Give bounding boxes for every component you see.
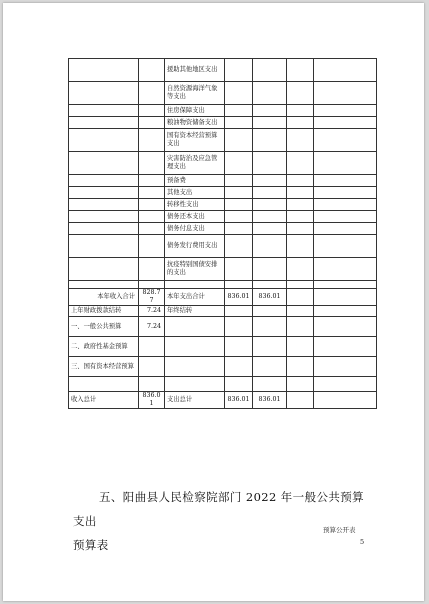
table-row — [69, 337, 377, 357]
table-row — [69, 59, 377, 82]
expense-grand-total-label: 支出总计 — [165, 392, 225, 409]
table-row — [69, 281, 377, 289]
table-row — [69, 117, 377, 129]
table-row — [69, 357, 377, 377]
prior-year-carryover-value: 7.24 — [139, 306, 165, 317]
table-row — [69, 187, 377, 199]
table-row — [69, 258, 377, 281]
table-row — [69, 175, 377, 187]
government-fund-budget-label: 二、政府性基金预算 — [69, 337, 139, 357]
section-heading-line-1: 五、阳曲县人民检察院部门 2022 年一般公共预算支出 — [73, 490, 365, 528]
table-row — [69, 289, 377, 306]
expense-grand-total-value: 836.01 — [225, 392, 253, 409]
current-expense-total-label: 本年支出合计 — [165, 289, 225, 306]
general-public-budget-value: 7.24 — [139, 317, 165, 337]
expense-rows — [69, 59, 377, 281]
table-row — [69, 223, 377, 235]
table-row — [69, 377, 377, 392]
expense-item-label: 国有资本经营预算支出 — [165, 129, 225, 152]
table-row — [69, 105, 377, 117]
general-public-budget-label: 一、一般公共预算 — [69, 317, 139, 337]
document-page — [3, 3, 424, 601]
expense-item-label: 转移性支出 — [165, 199, 225, 211]
section-heading — [73, 485, 373, 557]
table-row — [69, 235, 377, 258]
expense-item-label: 灾害防治及应急管理支出 — [165, 152, 225, 175]
expense-item-label: 援助其他地区支出 — [165, 59, 225, 82]
expense-item-label: 住房保障支出 — [165, 105, 225, 117]
table-row — [69, 306, 377, 317]
current-expense-total-value: 836.01 — [225, 289, 253, 306]
state-capital-budget-label: 三、国有资本经营预算 — [69, 357, 139, 377]
expense-grand-total-value-2: 836.01 — [253, 392, 287, 409]
current-expense-total-value-2: 836.01 — [253, 289, 287, 306]
expense-item-label: 自然资源海洋气象等支出 — [165, 82, 225, 105]
table-row — [69, 392, 377, 409]
budget-summary-table — [68, 58, 377, 409]
prior-year-carryover-label: 上年财政拨款结转 — [69, 306, 139, 317]
expense-item-label: 粮油物资储备支出 — [165, 117, 225, 129]
expense-item-label: 债务付息支出 — [165, 223, 225, 235]
expense-item-label: 其他支出 — [165, 187, 225, 199]
table-row — [69, 199, 377, 211]
income-grand-total-label: 收入总计 — [69, 392, 139, 409]
form-label: 预算公开表 — [323, 526, 356, 534]
expense-item-label: 债务发行费用支出 — [165, 235, 225, 258]
income-grand-total-value: 836.01 — [139, 392, 165, 409]
current-income-total-value: 828.77 — [139, 289, 165, 306]
expense-item-label: 预备费 — [165, 175, 225, 187]
section-heading-line-2: 预算表 — [73, 538, 109, 552]
table-row — [69, 82, 377, 105]
table-row — [69, 211, 377, 223]
table-row — [69, 129, 377, 152]
year-end-balance-label: 年终结转 — [165, 306, 225, 317]
page-number: 5 — [360, 538, 365, 546]
totals-section — [69, 281, 377, 409]
expense-item-label: 抗疫特别国债安排的支出 — [165, 258, 225, 281]
expense-item-label: 债务还本支出 — [165, 211, 225, 223]
current-income-total-label: 本年收入合计 — [69, 289, 139, 306]
table-row — [69, 317, 377, 337]
table-row — [69, 152, 377, 175]
